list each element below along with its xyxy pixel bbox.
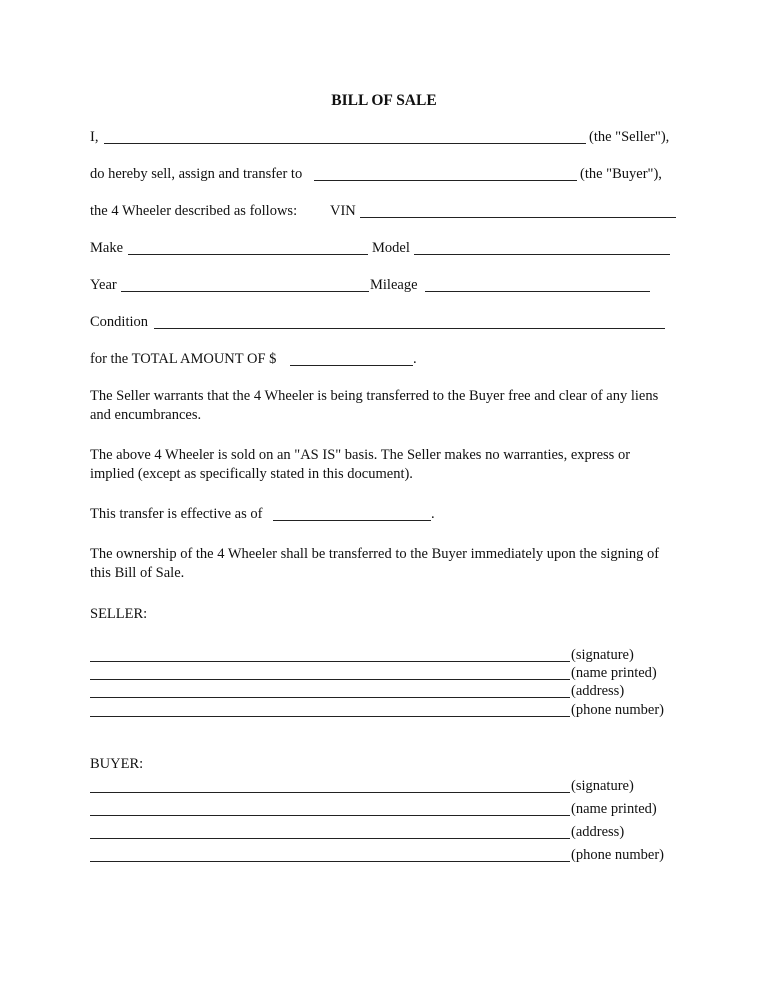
buyer-heading: BUYER: [90, 756, 144, 772]
seller-designation-label: (the "Seller"), [589, 129, 670, 145]
effective-date-field[interactable] [273, 520, 431, 521]
seller-intro-label: I, [90, 129, 99, 145]
seller-address-field[interactable] [90, 697, 570, 698]
ownership-paragraph: The ownership of the 4 Wheeler shall be transferred to the Buyer immediately upon the signing of this Bill of Sale. [90, 546, 660, 581]
total-amount-period: . [413, 351, 417, 367]
make-label: Make [90, 240, 124, 256]
described-as-label: the 4 Wheeler described as follows: [90, 203, 298, 219]
seller-signature-field[interactable] [90, 661, 570, 662]
seller-name-field[interactable] [104, 143, 586, 144]
condition-field[interactable] [154, 328, 665, 329]
buyer-address-field[interactable] [90, 838, 570, 839]
condition-label: Condition [90, 314, 149, 330]
seller-name-printed-field[interactable] [90, 679, 570, 680]
buyer-signature-field[interactable] [90, 792, 570, 793]
seller-name-printed-label: (name printed) [571, 665, 657, 681]
make-field[interactable] [128, 254, 368, 255]
seller-heading: SELLER: [90, 606, 148, 622]
seller-phone-field[interactable] [90, 716, 570, 717]
effective-date-period: . [431, 506, 435, 522]
vin-field[interactable] [360, 217, 676, 218]
mileage-field[interactable] [425, 291, 650, 292]
transfer-to-label: do hereby sell, assign and transfer to [90, 166, 303, 182]
seller-phone-label: (phone number) [571, 702, 665, 718]
buyer-address-label: (address) [571, 824, 625, 840]
buyer-phone-field[interactable] [90, 861, 570, 862]
as-is-paragraph: The above 4 Wheeler is sold on an "AS IS" basis. The Seller makes no warranties, express or implied (except as specifically stated in this document). [90, 447, 631, 482]
buyer-phone-label: (phone number) [571, 847, 665, 863]
model-field[interactable] [414, 254, 670, 255]
vin-label: VIN [330, 203, 356, 219]
effective-date-label: This transfer is effective as of [90, 506, 263, 522]
total-amount-field[interactable] [290, 365, 413, 366]
buyer-signature-label: (signature) [571, 778, 634, 794]
year-label: Year [90, 277, 117, 293]
year-field[interactable] [121, 291, 369, 292]
model-label: Model [372, 240, 410, 256]
document-title: BILL OF SALE [331, 92, 437, 109]
mileage-label: Mileage [370, 277, 418, 293]
total-amount-label: for the TOTAL AMOUNT OF $ [90, 351, 277, 367]
buyer-name-printed-label: (name printed) [571, 801, 657, 817]
buyer-designation-label: (the "Buyer"), [580, 166, 662, 182]
seller-address-label: (address) [571, 683, 625, 699]
buyer-name-field[interactable] [314, 180, 577, 181]
buyer-name-printed-field[interactable] [90, 815, 570, 816]
warranty-paragraph: The Seller warrants that the 4 Wheeler is being transferred to the Buyer free and clear of any liens and encumbrances. [90, 388, 659, 423]
seller-signature-label: (signature) [571, 647, 634, 663]
